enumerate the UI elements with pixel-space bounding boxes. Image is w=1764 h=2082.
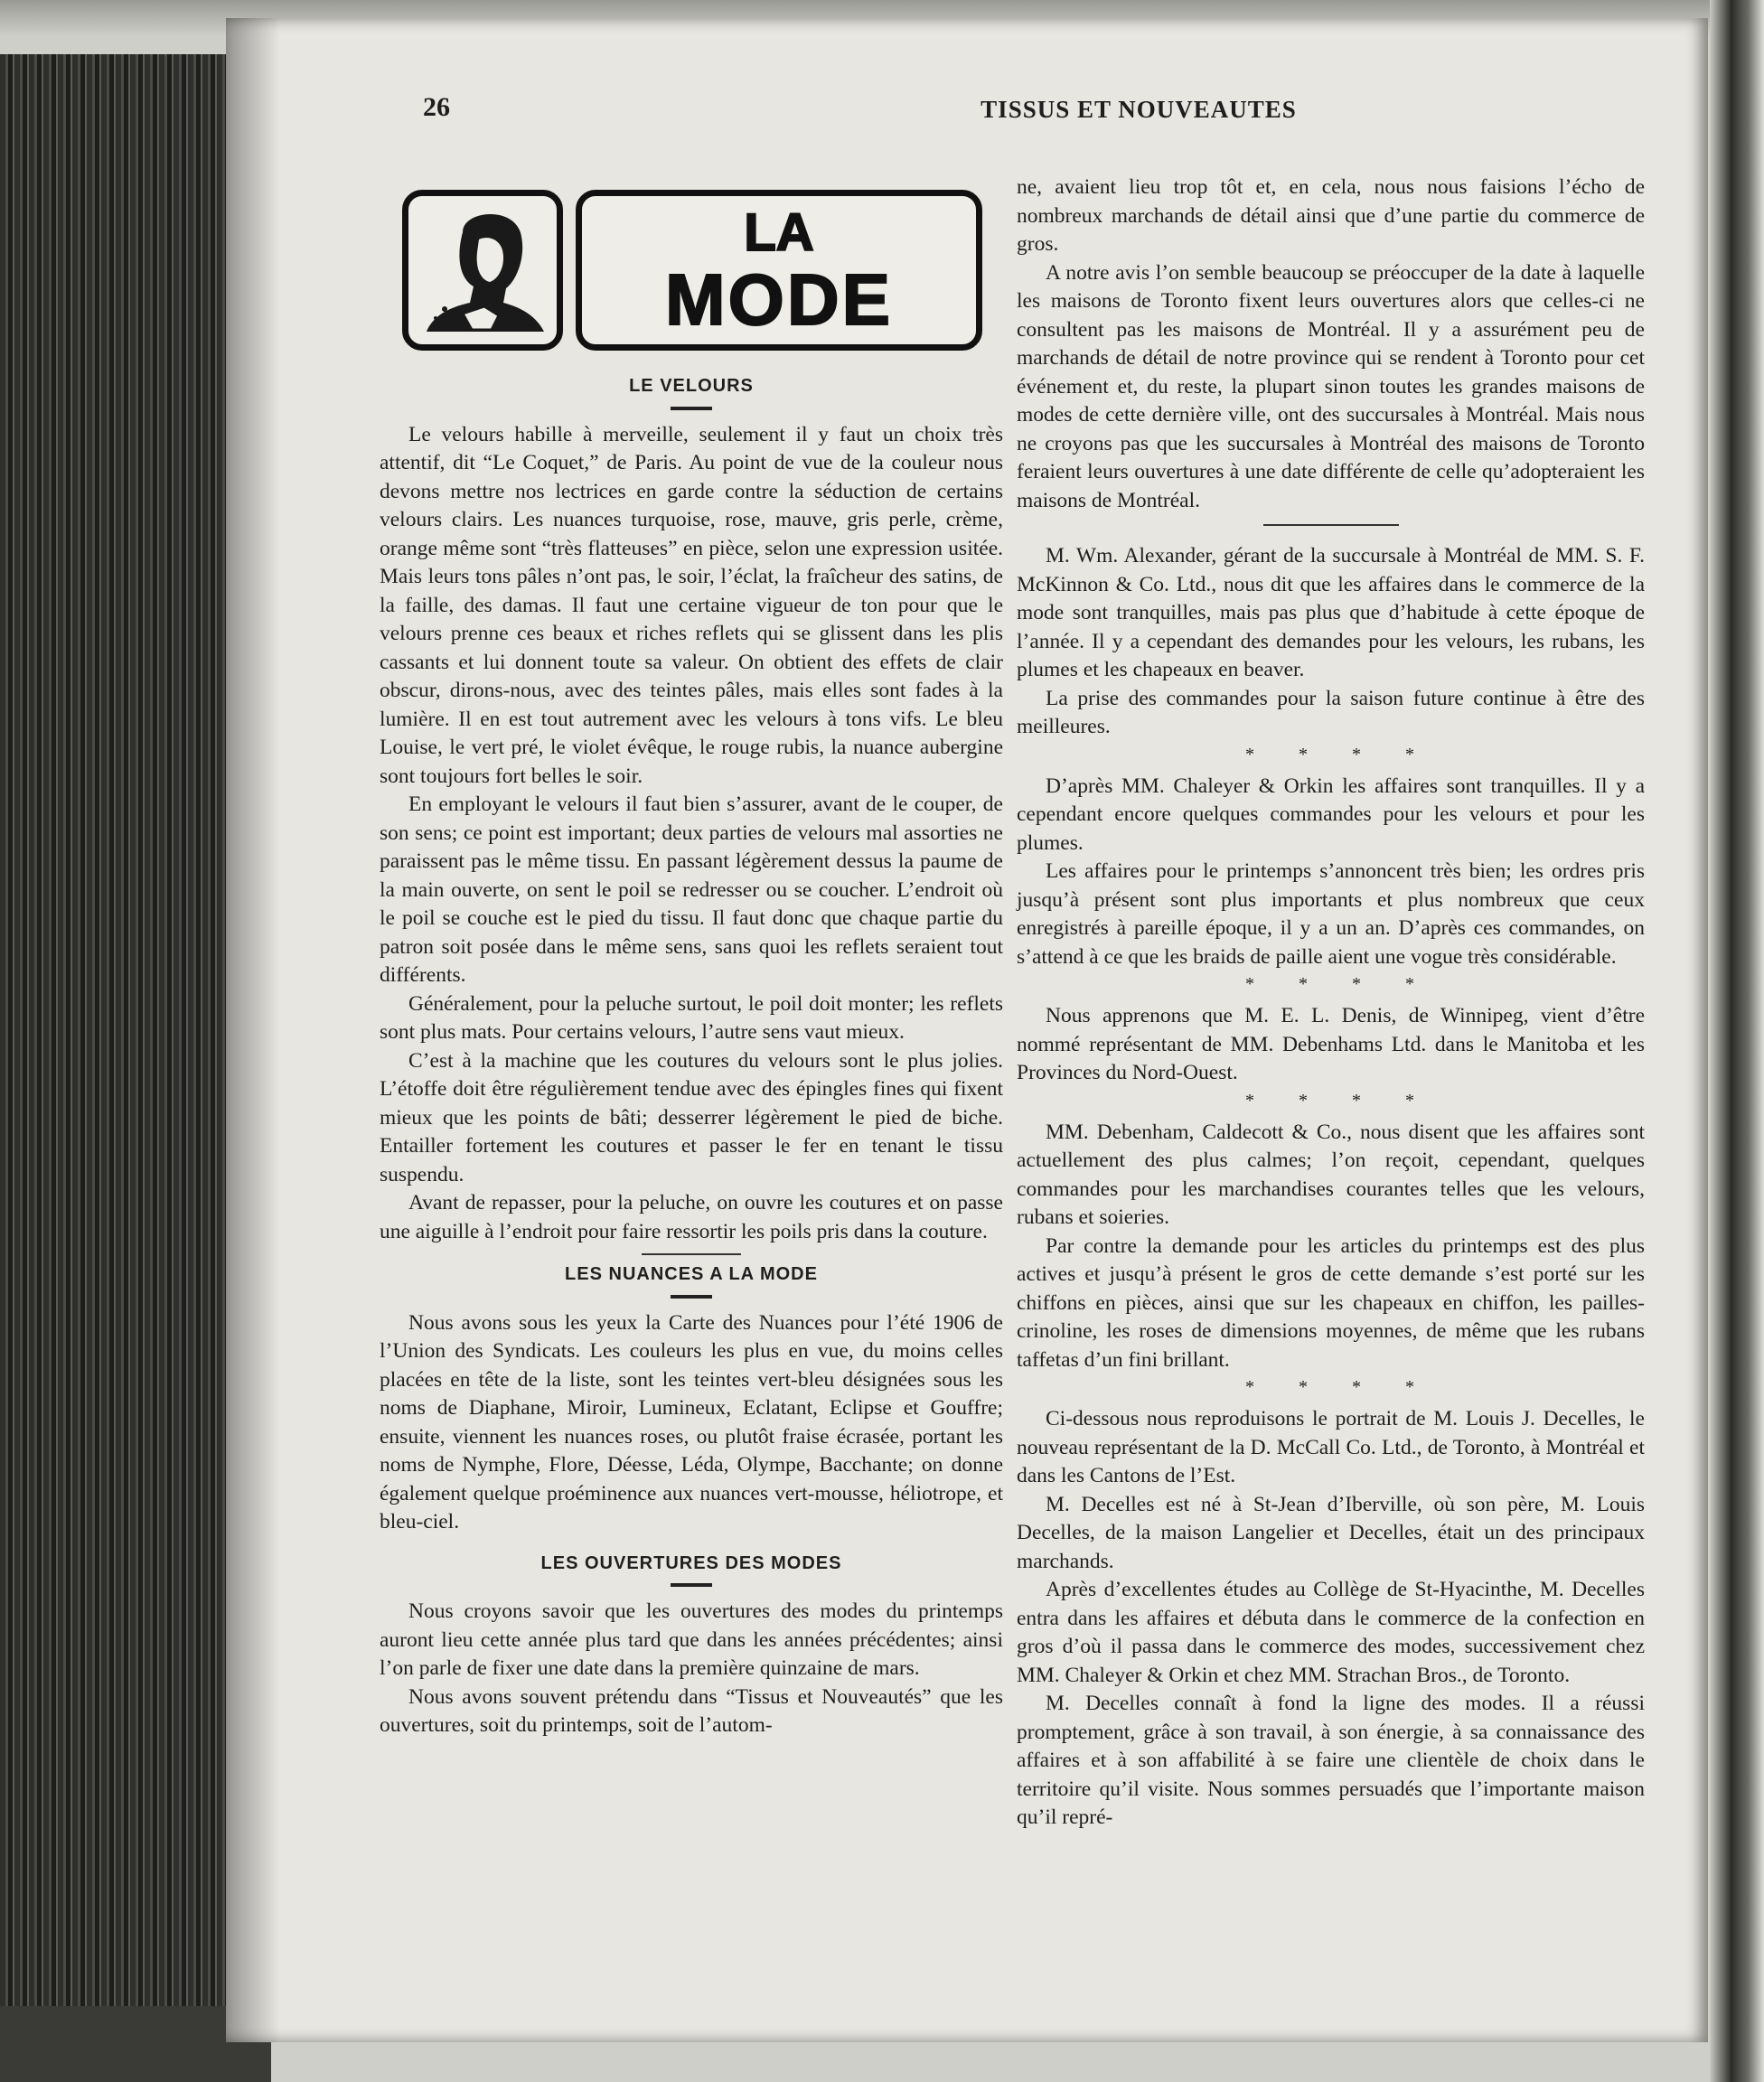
logo-line-mode: MODE — [665, 259, 893, 340]
paragraph: Nous avons souvent prétendu dans “Tissus et Nouveautés” que les ouvertures, soit du printemps, soit de l’autom- — [380, 1684, 1003, 1737]
woman-portrait-icon — [402, 190, 563, 351]
running-head: TISSUS ET NOUVEAUTES — [981, 96, 1297, 123]
paragraph: Avant de repasser, pour la peluche, on ouvre les coutures et on passe une aiguille à l’endroit pour faire ressortir les poils pris dans la couture. — [380, 1191, 1003, 1243]
heading-rule — [671, 1583, 712, 1587]
paragraph: Ci-dessous nous reproduisons le portrait de M. Louis J. Decelles, le nouveau représentant de la D. McCall Co. Ltd., de Toronto, à Montréal et dans les Cantons de l’Est. — [1017, 1407, 1645, 1487]
la-mode-title-box — [576, 190, 982, 351]
paragraph: M. Wm. Alexander, gérant de la succursale à Montréal de MM. S. F. McKinnon & Co. Ltd., nous dit que les affaires dans le commerce de la mode sont tranquilles, mais pas plus que d’habitude à cette époque de l’année. Il y a cependant des demandes pour les velours, les rubans, les plumes et les chapeaux en beaver. — [1017, 544, 1645, 681]
paragraph: Nous apprenons que M. E. L. Denis, de Winnipeg, vient d’être nommé représentant de MM. Debenhams Ltd. dans le Manitoba et les Provinces du Nord-Ouest. — [1017, 1004, 1645, 1084]
star-separator: * * * * — [1245, 1090, 1416, 1111]
paragraph: D’après MM. Chaleyer & Orkin les affaires sont tranquilles. Il y a cependant encore quelques commandes pour les velours et pour les plumes. — [1017, 774, 1645, 855]
magazine-page — [226, 18, 1708, 2042]
page-gutter-shadow — [226, 18, 280, 2042]
paragraph: Nous croyons savoir que les ouvertures des modes du printemps auront lieu cette année plus tard que dans les années précédentes; ainsi l’on parle de fixer une date dans la première quinzaine de mars. — [380, 1599, 1003, 1680]
paragraph: Les affaires pour le printemps s’annoncent très bien; les ordres pris jusqu’à présent sont plus importants et plus nombreux que ceux enregistrés à pareille époque, il y a un an. D’après ces commandes, on s’attend à ce que les braids de paille aient une vogue très considérable. — [1017, 859, 1645, 969]
heading-ouvertures: LES OUVERTURES DES MODES — [540, 1552, 842, 1573]
section-divider — [642, 1253, 741, 1255]
paragraph: M. Decelles connaît à fond la ligne des modes. Il a réussi promptement, grâce à son travail, à son énergie, à sa connaissance des affaires et à son affabilité à se faire une clientèle de choix dans le territoire qu’il visite. Nous sommes persuadés que l’importante maison qu’il repré- — [1017, 1692, 1645, 1829]
paragraph: Généralement, pour la peluche surtout, le poil doit monter; les reflets sont plus mats. Pour certains velours, l’autre sens vaut mieux. — [380, 991, 1003, 1044]
paragraph: Par contre la demande pour les articles du printemps est des plus actives et jusqu’à présent le gros de cette demande s’est porté sur les chiffons en pièces, ainsi que sur les chapeaux en chiffon, les pailles-crinoline, les roses de dimensions moyennes, de même que les rubans taffetas d’un fini brillant. — [1017, 1233, 1645, 1372]
right-binding-edge — [1710, 0, 1764, 2082]
la-mode-logo — [402, 190, 985, 357]
paragraph: En employant le velours il faut bien s’assurer, avant de le couper, de son sens; ce point est important; deux parties de velours mal assorties ne paraissent pas le même tissu. En passant légèrement dessus la paume de la main ouverte, on sent le poil se redresser ou se coucher. L’endroit où le poil se couche est le pied du tissu. Il faut donc que chaque partie du patron soit posée dans le même sens, sans quoi les reflets seraient tout différents. — [380, 792, 1003, 987]
left-column — [380, 367, 1003, 1740]
page-number: 26 — [423, 92, 450, 122]
star-separator: * * * * — [1245, 974, 1416, 994]
section-divider — [1263, 524, 1399, 526]
paragraph: A notre avis l’on semble beaucoup se préoccuper de la date à laquelle les maisons de Toronto fixent leurs ouvertures alors que celles-ci ne consultent pas les maisons de Montréal. Il y a assurément peu de marchands de détail de notre province qui se rendent à Toronto pour cet événement et, du reste, la plupart sinon toutes les grandes maisons de modes de cette dernière ville, ont des succursales à Montréal. Mais nous ne croyons pas que les succursales à Montréal des maisons de Toronto feraient leurs ouvertures à une date différente de celle qu’adopteraient les maisons de Montréal. — [1017, 260, 1645, 512]
heading-rule — [671, 1295, 712, 1299]
heading-nuances: LES NUANCES A LA MODE — [565, 1264, 818, 1284]
star-separator: * * * * — [1245, 744, 1416, 764]
paragraph: Le velours habille à merveille, seulement il y faut un choix très attentif, dit “Le Coquet,” de Paris. Au point de vue de la couleur nous devons mettre nos lectrices en garde contre la séduction de certains velours clairs. Les nuances turquoise, rose, mauve, gris perle, crème, orange même sont “très flatteuses” en pièce, selon une expression usitée. Mais leurs tons pâles n’ont pas, le soir, l’éclat, la fraîcheur des satins, de la faille, des damas. Il faut une certaine vigueur de ton pour que le velours prenne ces beaux et riches reflets qui se glissent dans les plis cassants et lui donnent toute sa valeur. On obtient des effets de clair obscur, dirons-nous, avec des teintes pâles, mais elles sont fades à la lumière. Il en est tout autrement avec les velours à tons vifs. Le bleu Louise, le vert pré, le violet évêque, le rouge rubis, la nuance aubergine sont toujours fort belles le soir. — [380, 422, 1003, 788]
logo-line-la: LA — [744, 203, 814, 262]
book-page-edges — [0, 54, 226, 2051]
star-separator: * * * * — [1245, 1377, 1416, 1397]
paragraph: Nous avons sous les yeux la Carte des Nuances pour l’été 1906 de l’Union des Syndicats. Les couleurs les plus en vue, du moins celles placées en tête de la liste, sont les teintes vert-bleu désignées sous les noms de Diaphane, Miroir, Lumineux, Eclatant, Eclipse et Gouffre; ensuite, viennent les nuances roses, ou plutôt fraise écrasée, portant les noms de Nymphe, Flore, Déesse, Léda, Olympe, Bacchante; on donne également quelque proéminence aux nuances vert-mousse, héliotrope, et bleu-ciel. — [380, 1310, 1003, 1533]
paragraph: Après d’excellentes études au Collège de St-Hyacinthe, M. Decelles entra dans les affaires et débuta dans le commerce de la confection en gros d’où il passa dans le commerce des modes, successivement chez MM. Chaleyer & Orkin et chez MM. Strachan Bros., de Toronto. — [1017, 1578, 1645, 1687]
paragraph: La prise des commandes pour la saison future continue à être des meilleures. — [1017, 686, 1645, 738]
paragraph: C’est à la machine que les coutures du velours sont le plus jolies. L’étoffe doit être régulièrement tendue avec des épingles fines qui fixent mieux que les points de bâti; desserrer légèrement le pied de biche. Entailler fortement les coutures et passer le fer en tenant le tissu suspendu. — [380, 1048, 1003, 1186]
portrait-illustration — [408, 196, 557, 344]
paragraph: MM. Debenham, Caldecott & Co., nous disent que les affaires sont actuellement des plus calmes; l’on reçoit, cependant, quelques commandes pour les marchandises courantes telles que les velours, rubans et soieries. — [1017, 1120, 1645, 1229]
paragraph: M. Decelles est né à St-Jean d’Iberville, où son père, M. Louis Decelles, de la maison Langelier et Decelles, était un des principaux marchands. — [1017, 1492, 1645, 1573]
right-column — [1017, 174, 1645, 1833]
paragraph: ne, avaient lieu trop tôt et, en cela, nous nous faisions l’écho de nombreux marchands de détail ainsi que d’une partie du commerce de gros. — [1017, 175, 1645, 256]
heading-rule — [671, 407, 712, 410]
heading-velours: LE VELOURS — [629, 376, 754, 396]
